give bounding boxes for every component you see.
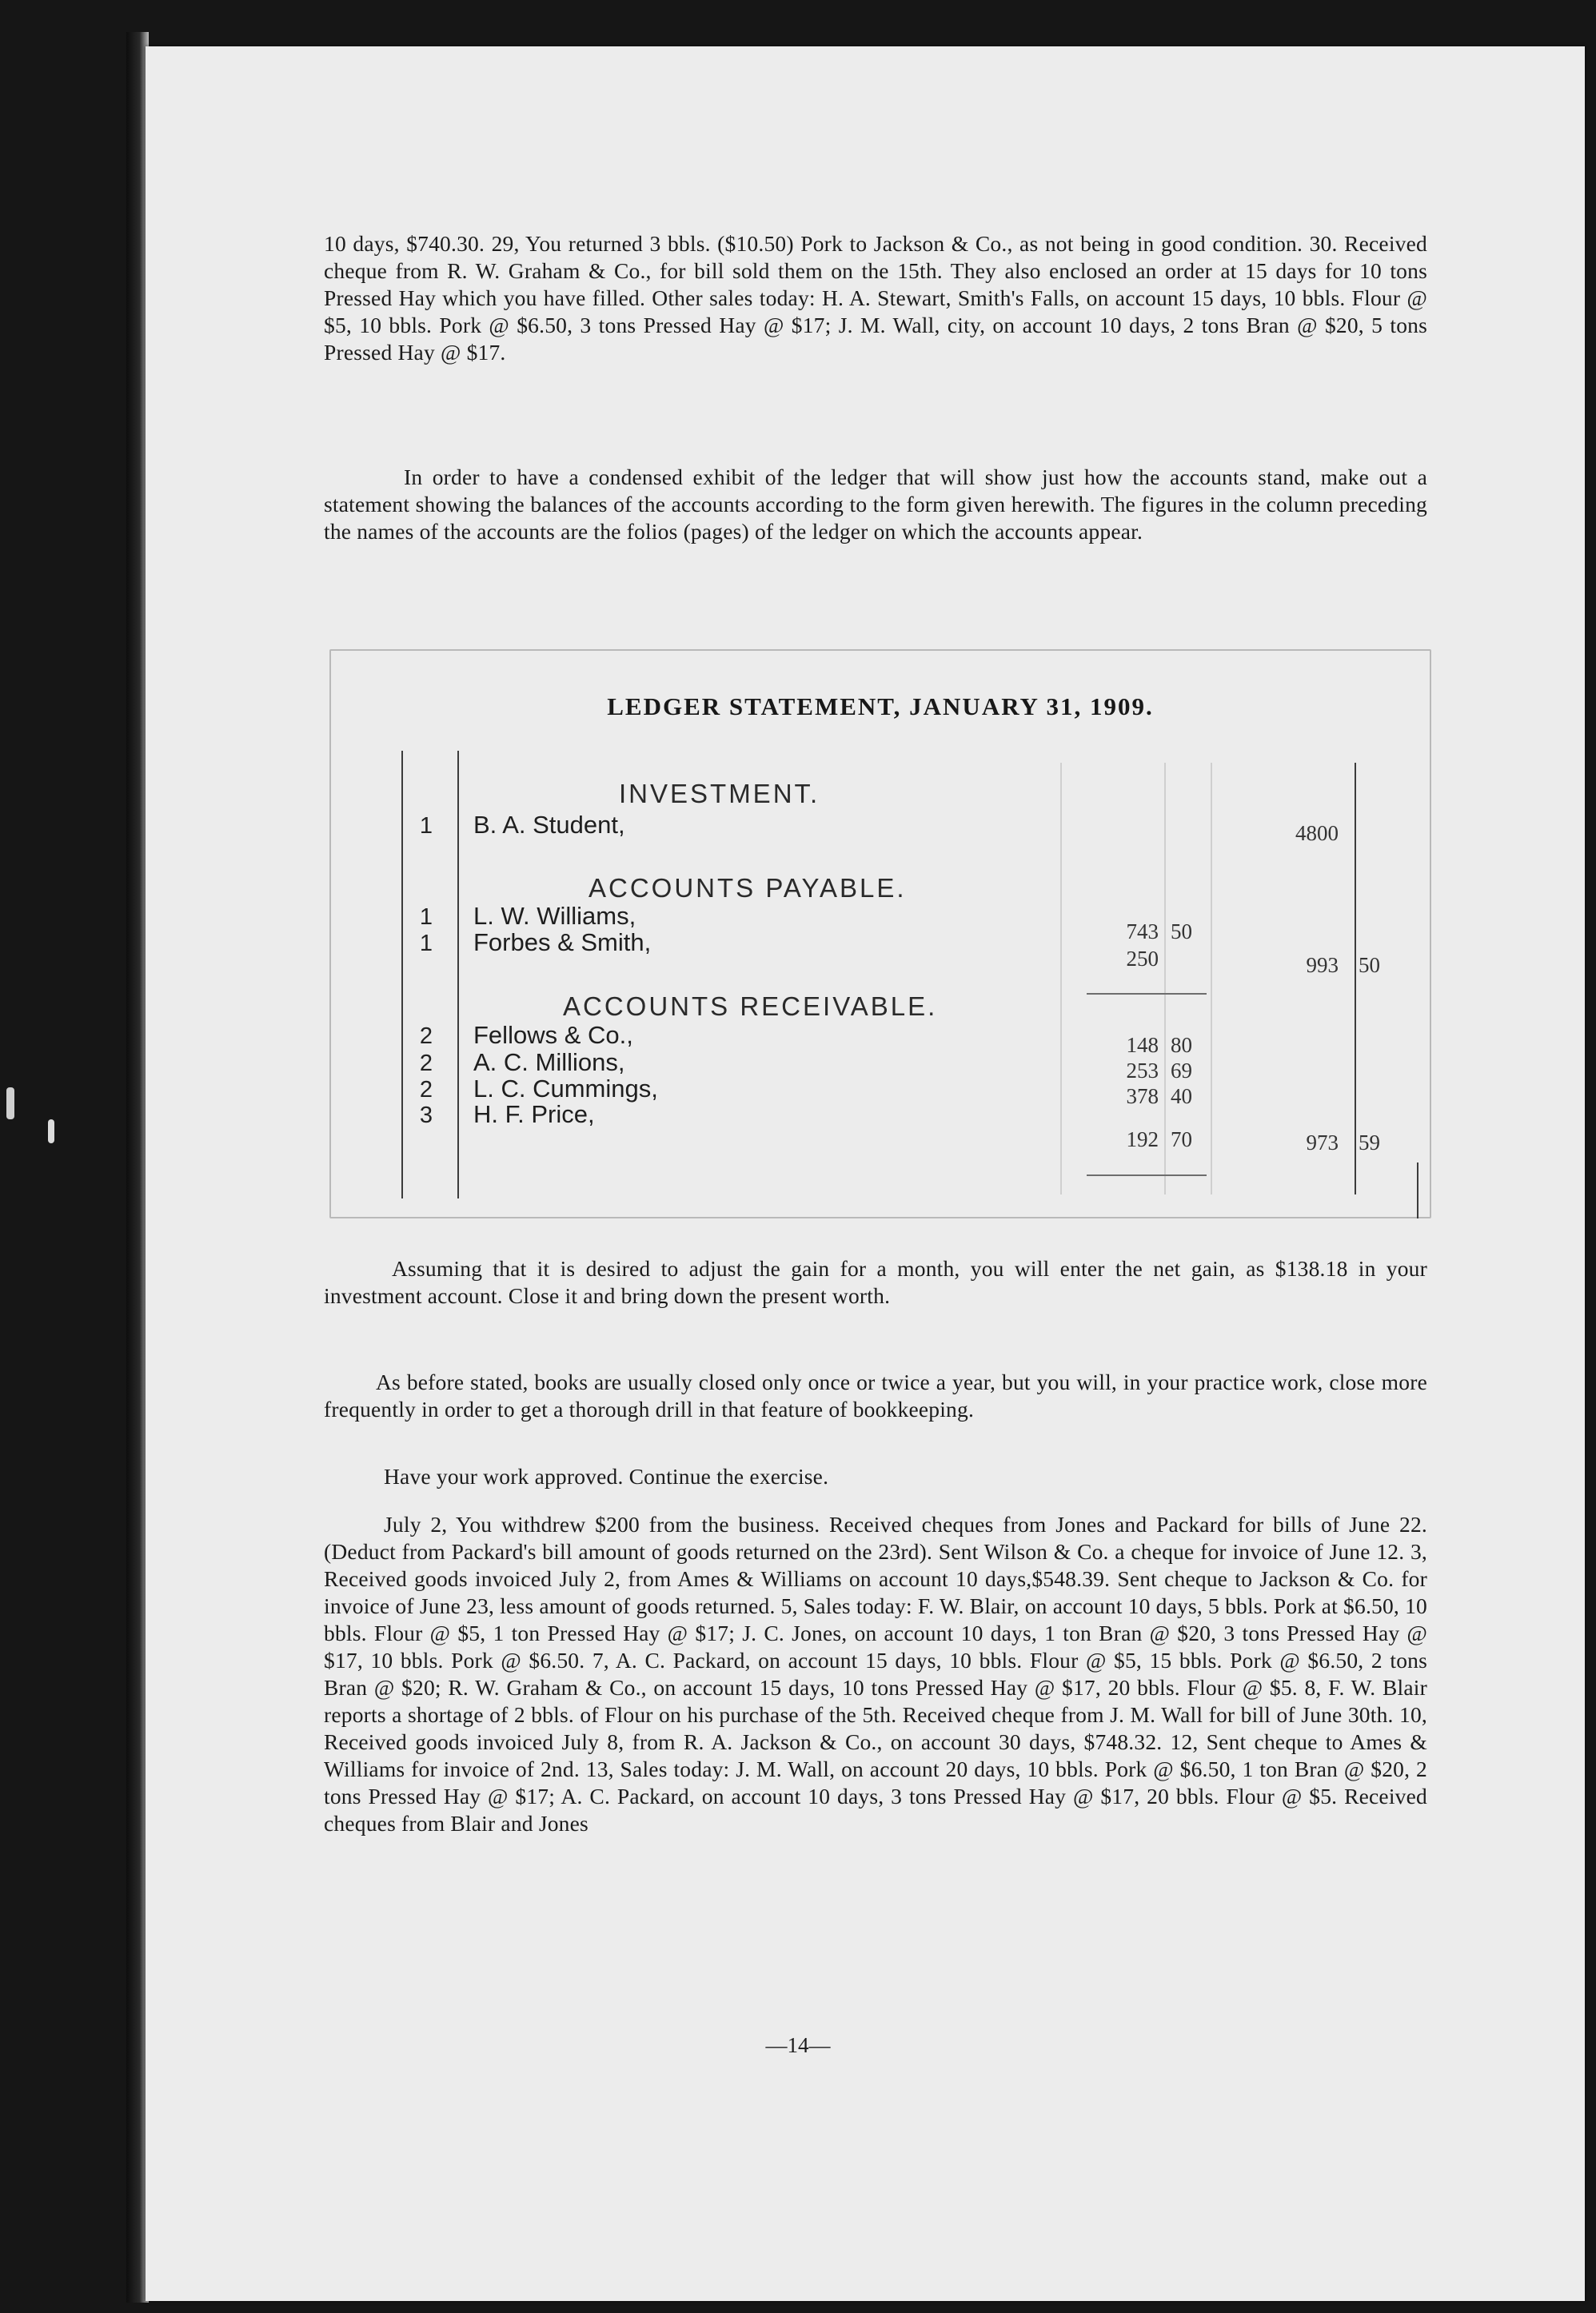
amount-cents: 40 — [1171, 1084, 1192, 1108]
total-column-rule — [1355, 763, 1356, 1194]
amount-cents: 80 — [1171, 1033, 1192, 1057]
paragraph-adjust-gain: Assuming that it is desired to adjust the gain for a month, you will enter the net gain, as $138.18 in your investment account. Close it and bring down the present worth. — [324, 1256, 1427, 1308]
right-border-rule — [1417, 1162, 1418, 1218]
amount-dollars: 250 — [1126, 947, 1159, 971]
account-name: L. W. Williams, — [473, 902, 636, 930]
amount-cents: 69 — [1171, 1059, 1192, 1083]
account-name: L. C. Cummings, — [473, 1075, 658, 1103]
folio-number: 1 — [419, 931, 433, 956]
folio-number: 1 — [419, 813, 433, 839]
folio-number: 1 — [419, 904, 433, 930]
inner-column-rule — [1164, 763, 1166, 1194]
amount-total-cents: 50 — [1359, 953, 1380, 977]
paragraph-approval: Have your work approved. Continue the exercise. — [384, 1464, 829, 1489]
inner-column-rule — [1060, 763, 1062, 1194]
margin-mark — [6, 1087, 14, 1119]
amount-dollars: 192 — [1126, 1127, 1159, 1151]
folio-number: 2 — [419, 1077, 433, 1103]
section-heading-investment: INVESTMENT. — [619, 779, 820, 808]
paragraph-closing-books: As before stated, books are usually closed only once or twice a year, but you will, in your practice work, close more frequently in order to get a thorough drill in that feature of bookkeeping. — [324, 1370, 1427, 1422]
amount-total: 993 — [1306, 953, 1339, 977]
amount-dollars: 378 — [1126, 1084, 1159, 1108]
inner-column-rule — [1211, 763, 1212, 1194]
section-heading-accounts-receivable: ACCOUNTS RECEIVABLE. — [563, 991, 938, 1021]
subtotal-rule — [1087, 993, 1207, 995]
amount-total-cents: 59 — [1359, 1131, 1380, 1155]
folio-number: 3 — [419, 1103, 433, 1128]
account-name: Fellows & Co., — [473, 1021, 633, 1049]
amount-total: 4800 — [1295, 821, 1339, 845]
margin-mark — [48, 1119, 54, 1143]
subtotal-rule — [1087, 1174, 1207, 1176]
section-heading-accounts-payable: ACCOUNTS PAYABLE. — [589, 873, 907, 903]
folio-number: 2 — [419, 1023, 433, 1049]
amount-total: 973 — [1306, 1131, 1339, 1155]
ledger-statement-table — [329, 649, 1431, 1218]
account-name: A. C. Millions, — [473, 1048, 625, 1076]
account-name: Forbes & Smith, — [473, 928, 652, 956]
amount-dollars: 743 — [1126, 919, 1159, 943]
amount-dollars: 148 — [1126, 1033, 1159, 1057]
amount-cents: 70 — [1171, 1127, 1192, 1151]
folio-number: 2 — [419, 1051, 433, 1076]
paragraph-sales-june: 10 days, $740.30. 29, You returned 3 bbls. ($10.50) Pork to Jackson & Co., as not being in good condition. 30. Received cheque from R. W. Graham & Co., for bill sold them on the 15th. They also enclosed an order at 15 days for 10 tons Pressed Hay which you have filled. Other sales today: H. A. Stewart, Smith's Falls, on account 15 days, 10 bbls. Flour @ $5, 10 bbls. Pork @ $6.50, 3 tons Pressed Hay @ $17; J. M. Wall, city, on account 10 days, 2 tons Bran @ $20, 5 tons Pressed Hay @ $17. — [324, 231, 1427, 365]
paragraph-july-transactions: July 2, You withdrew $200 from the business. Received cheques from Jones and Packard for bills of June 22. (Deduct from Packard's bill amount of goods returned on the 23rd). Sent Wilson & Co. a cheque for invoice of June 12. 3, Received goods invoiced July 2, from Ames & Williams on account 10 days,$548.39. Sent cheque to Jackson & Co. for invoice of June 23, less amount of goods returned. 5, Sales today: F. W. Blair, on account 10 days, 5 bbls. Pork at $6.50, 10 bbls. Flour @ $5, 1 ton Pressed Hay @ $17; J. C. Jones, on account 10 days, 1 ton Bran @ $20, 3 tons Pressed Hay @ $17, 10 bbls. Pork @ $6.50. 7, A. C. Packard, on account 15 days, 10 bbls. Flour @ $5, 15 bbls. Pork @ $6.50, 2 tons Bran @ $20; R. W. Graham & Co., on account 15 days, 10 tons Pressed Hay @ $17, 20 bbls. Flour @ $5. 8, F. W. Blair reports a shortage of 2 bbls. of Flour on his purchase of the 5th. Received cheque from J. M. Wall for bill of June 30th. 10, Received goods invoiced July 8, from R. A. Jackson & Co., on account 30 days, $748.32. 12, Sent cheque to Ames & Williams for invoice of 2nd. 13, Sales today: J. M. Wall, on account 20 days, 10 bbls. Pork @ $6.50, 1 ton Bran @ $20, 2 tons Pressed Hay @ $17; A. C. Packard, on account 10 days, 3 tons Pressed Hay @ $17, 20 bbls. Flour @ $5. Received cheques from Blair and Jones — [324, 1512, 1427, 1836]
account-name: B. A. Student, — [473, 811, 625, 839]
amount-dollars: 253 — [1126, 1059, 1159, 1083]
ledger-title: LEDGER STATEMENT, JANUARY 31, 1909. — [607, 692, 1154, 720]
folio-column-left-rule — [401, 751, 403, 1198]
amount-cents: 50 — [1171, 919, 1192, 943]
account-name: H. F. Price, — [473, 1100, 595, 1128]
page-number: —14— — [765, 2033, 831, 2057]
folio-column-right-rule — [457, 751, 459, 1198]
paragraph-ledger-instructions: In order to have a condensed exhibit of the ledger that will show just how the accounts stand, make out a statement showing the balances of the accounts according to the form given herewith. The figures in the column preceding the names of the accounts are the folios (pages) of the ledger on which the accounts appear. — [324, 465, 1427, 544]
